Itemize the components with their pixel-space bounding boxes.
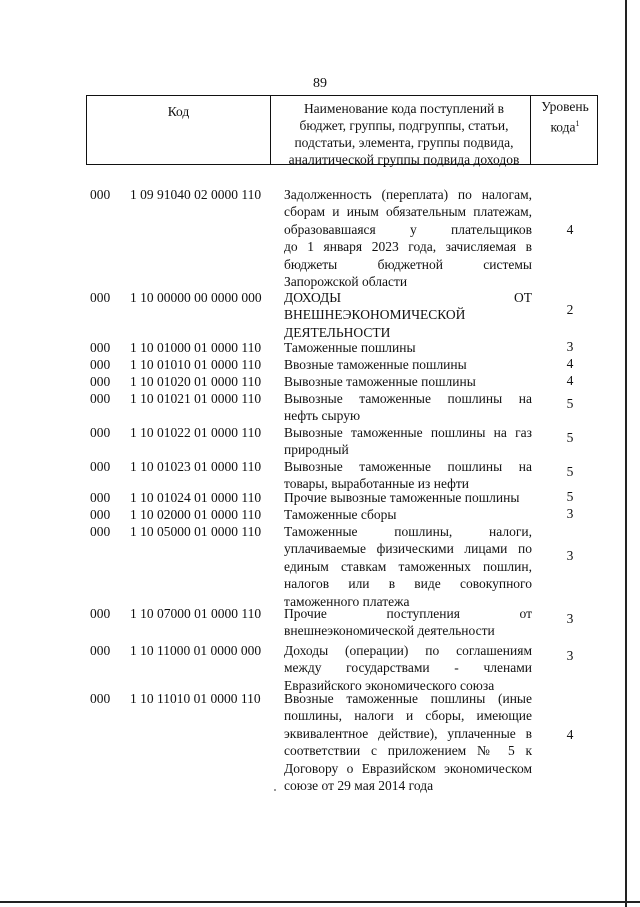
row-admin-code: 000 xyxy=(90,425,111,440)
table-header xyxy=(86,95,598,165)
row-name xyxy=(284,390,532,425)
row-name-line: Вывозные таможенные пошлины на xyxy=(284,459,532,474)
row-level: 4 xyxy=(566,222,574,237)
row-name xyxy=(284,690,532,794)
row-name xyxy=(284,373,532,390)
page-edge-bottom xyxy=(0,901,640,903)
row-name-line: Задолженность (переплата) по налогам, xyxy=(284,187,532,202)
row-classification-code: 1 10 01020 01 0000 110 xyxy=(130,374,262,389)
row-name xyxy=(284,523,532,610)
row-name-line: соответствии с приложением № 5 к xyxy=(284,743,532,759)
row-name-line: Доходы (операции) по соглашениям xyxy=(284,643,532,658)
header-name-line: Наименование кода поступлений в xyxy=(303,101,505,116)
row-name xyxy=(284,506,532,523)
row-name xyxy=(284,186,532,290)
row-classification-code: 1 09 91040 02 0000 110 xyxy=(130,187,262,202)
row-name-line: нефть сырую xyxy=(284,408,361,424)
row-level: 5 xyxy=(566,430,574,445)
row-name-line: Евразийского экономического союза xyxy=(284,677,495,693)
row-name-line: Вывозные таможенные пошлины на xyxy=(284,391,532,406)
row-name-line: Запорожской области xyxy=(284,274,408,290)
row-admin-code: 000 xyxy=(90,643,111,658)
row-name-line: Таможенные сборы xyxy=(284,507,397,522)
row-level: 5 xyxy=(566,489,574,504)
row-classification-code: 1 10 11000 01 0000 000 xyxy=(130,643,262,658)
row-name xyxy=(284,642,532,694)
header-name-line: бюджет, группы, подгруппы, статьи, xyxy=(299,118,509,133)
row-level: 3 xyxy=(566,548,574,563)
row-name-line: пошлины, налоги и сборы, имеющие xyxy=(284,708,532,724)
row-name-line: ДОХОДЫ ОТ xyxy=(284,290,532,305)
row-level: 3 xyxy=(566,611,574,626)
page-number: 89 xyxy=(313,76,327,91)
row-name-line: Вывозные таможенные пошлины xyxy=(284,374,476,389)
header-name-line: аналитической группы подвида доходов xyxy=(288,152,520,167)
page-edge-right xyxy=(625,0,627,907)
row-name-line: налогов или в виде совокупного xyxy=(284,576,532,592)
row-admin-code: 000 xyxy=(90,391,111,406)
row-name xyxy=(284,356,532,373)
row-name-line: внешнеэкономической деятельности xyxy=(284,623,495,639)
row-name-line: Ввозные таможенные пошлины (иные xyxy=(284,691,532,706)
row-classification-code: 1 10 05000 01 0000 110 xyxy=(130,524,262,539)
row-name-line: сборам и иным обязательным платежам, xyxy=(284,204,532,220)
row-admin-code: 000 xyxy=(90,691,111,706)
row-name xyxy=(284,339,532,356)
row-name xyxy=(284,424,532,459)
row-name xyxy=(284,458,532,493)
row-classification-code: 1 10 01024 01 0000 110 xyxy=(130,490,262,505)
row-level: 3 xyxy=(566,506,574,521)
row-admin-code: 000 xyxy=(90,459,111,474)
header-level xyxy=(533,98,597,136)
header-level-footnote: 1 xyxy=(575,119,580,128)
row-classification-code: 1 10 02000 01 0000 110 xyxy=(130,507,262,522)
row-name-line: до 1 января 2023 года, зачисляемая в xyxy=(284,239,532,255)
row-name-line: между государствами - членами xyxy=(284,660,532,676)
row-name-line: ДЕЯТЕЛЬНОСТИ xyxy=(284,324,391,340)
row-name-line: Ввозные таможенные пошлины xyxy=(284,357,467,372)
row-name-line: Прочие поступления от xyxy=(284,606,532,621)
row-level: 3 xyxy=(566,648,574,663)
header-name-line: подстатьи, элемента, группы подвида, xyxy=(294,135,514,150)
row-name-line: Таможенные пошлины xyxy=(284,340,416,355)
row-classification-code: 1 10 01000 01 0000 110 xyxy=(130,340,262,355)
row-name-line: бюджеты бюджетной системы xyxy=(284,256,532,272)
row-level: 4 xyxy=(566,373,574,388)
row-name xyxy=(284,289,532,341)
row-name-line: товары, выработанные из нефти xyxy=(284,476,469,492)
row-admin-code: 000 xyxy=(90,507,111,522)
row-level: 5 xyxy=(566,464,574,479)
row-classification-code: 1 10 07000 01 0000 110 xyxy=(130,606,262,621)
header-level-line xyxy=(533,115,597,136)
row-admin-code: 000 xyxy=(90,340,111,355)
row-admin-code: 000 xyxy=(90,357,111,372)
row-name-line: союзе от 29 мая 2014 года xyxy=(284,778,434,794)
row-name-line: образовавшаяся у плательщиков xyxy=(284,221,532,237)
row-level: 3 xyxy=(566,339,574,354)
row-name-line: Прочие вывозные таможенные пошлины xyxy=(284,490,520,505)
row-name-line: эквивалентное действие), уплаченные в xyxy=(284,725,532,741)
row-classification-code: 1 10 11010 01 0000 110 xyxy=(130,691,261,706)
header-code: Код xyxy=(167,104,190,119)
row-name-line: Вывозные таможенные пошлины на газ xyxy=(284,425,532,440)
row-name-line: таможенного платежа xyxy=(284,593,410,609)
row-level: 5 xyxy=(566,396,574,411)
scan-speck xyxy=(274,789,276,791)
row-admin-code: 000 xyxy=(90,290,111,305)
row-name xyxy=(284,489,532,506)
row-name-line: ВНЕШНЕЭКОНОМИЧЕСКОЙ xyxy=(284,307,466,323)
row-admin-code: 000 xyxy=(90,524,111,539)
row-name-line: единым ставкам таможенных пошлин, xyxy=(284,558,532,574)
row-admin-code: 000 xyxy=(90,490,111,505)
row-classification-code: 1 10 00000 00 0000 000 xyxy=(130,290,262,305)
row-level: 4 xyxy=(566,356,574,371)
row-classification-code: 1 10 01023 01 0000 110 xyxy=(130,459,262,474)
row-admin-code: 000 xyxy=(90,187,111,202)
row-level: 2 xyxy=(566,302,574,317)
row-level: 4 xyxy=(566,727,574,742)
row-classification-code: 1 10 01022 01 0000 110 xyxy=(130,425,262,440)
row-name-line: Таможенные пошлины, налоги, xyxy=(284,524,532,539)
header-level-word: кода xyxy=(550,119,576,135)
row-admin-code: 000 xyxy=(90,374,111,389)
row-name xyxy=(284,605,532,640)
header-level-line: Уровень xyxy=(541,99,589,114)
row-name-line: Договору о Евразийском экономическом xyxy=(284,760,532,776)
row-admin-code: 000 xyxy=(90,606,111,621)
header-divider-1 xyxy=(270,96,271,164)
row-name-line: уплачиваемые физическими лицами по xyxy=(284,541,532,557)
row-classification-code: 1 10 01021 01 0000 110 xyxy=(130,391,262,406)
row-name-line: природный xyxy=(284,442,349,458)
header-name xyxy=(277,100,531,168)
row-classification-code: 1 10 01010 01 0000 110 xyxy=(130,357,262,372)
